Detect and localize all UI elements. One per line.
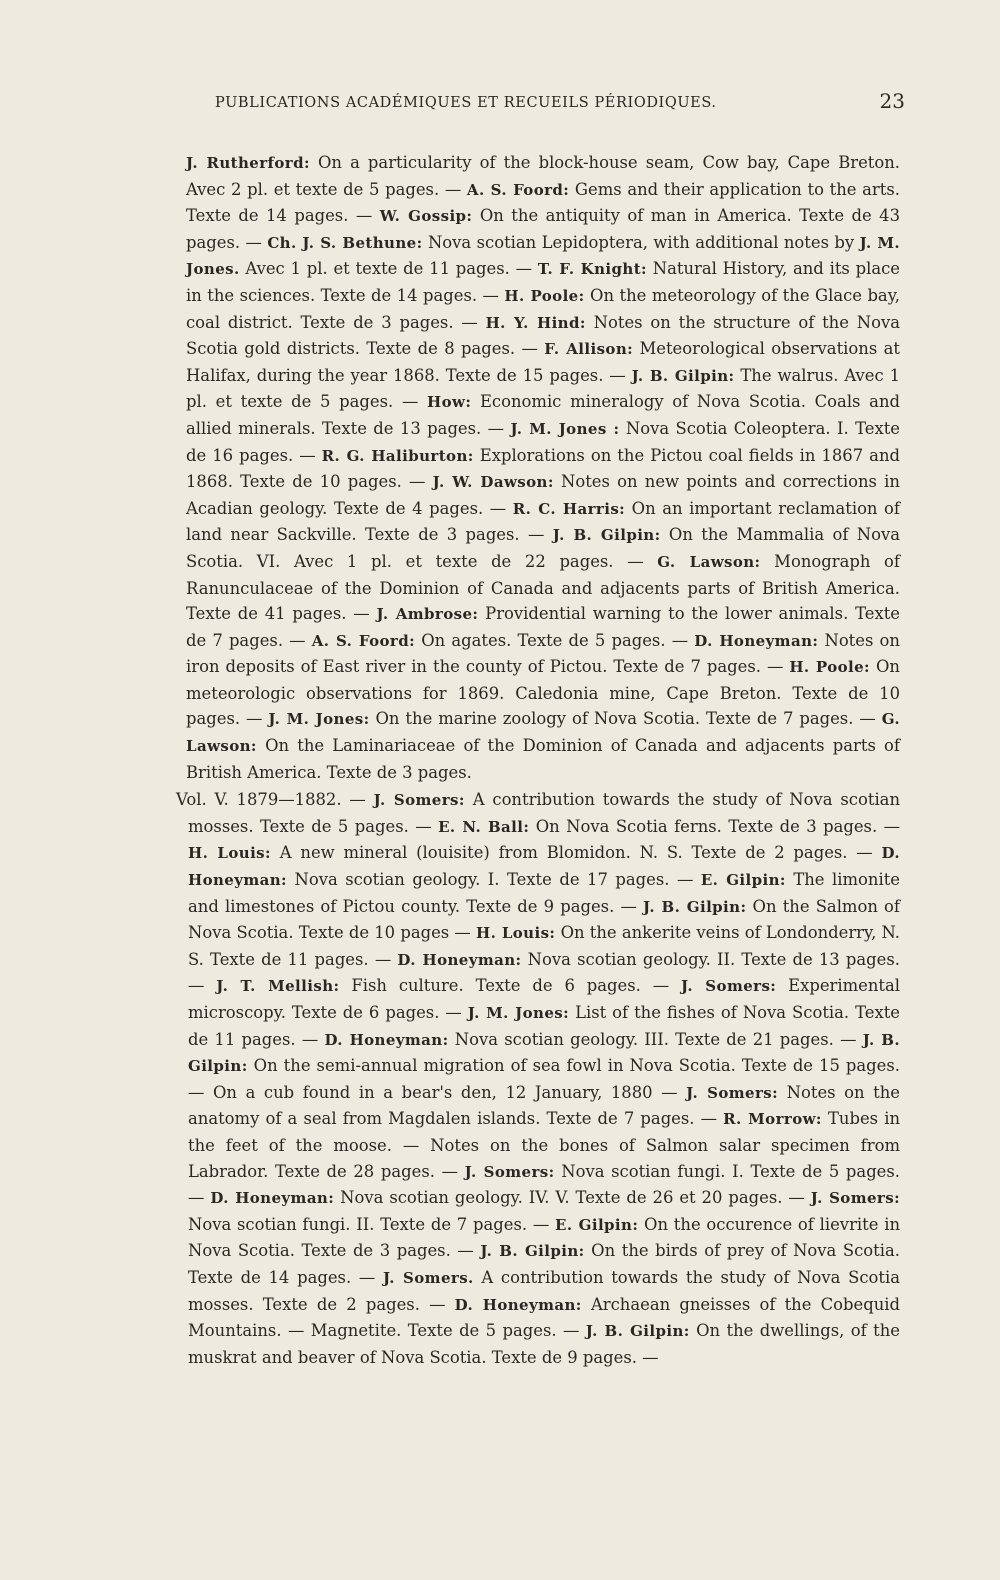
author-name: D. Honeyman:: [454, 1295, 582, 1314]
author-name: E. Gilpin:: [555, 1215, 639, 1234]
author-name: J. Somers:: [681, 977, 777, 996]
page-header: [215, 89, 905, 125]
entry-text: Natural History, and its place in the sciences. Texte de 14 pages. —: [186, 259, 901, 305]
entry-text: On the antiquity of man in America. Texte de 43 pages. —: [186, 206, 900, 252]
entry-text: A new mineral (louisite) from Blomidon. N. S. Texte de 2 pages. —: [270, 843, 882, 863]
author-name: J. Ambrose:: [376, 605, 479, 624]
entry-text: Nova scotian geology. IV. V. Texte de 26 et 20 pages. —: [334, 1188, 811, 1208]
paragraph-vol-v: [176, 787, 900, 1370]
author-name: D. Honeyman:: [694, 631, 819, 650]
entry-text: On the dwellings, of the muskrat and beaver of Nova Scotia. Texte de 9 pages. —: [188, 1321, 900, 1367]
entry-text: Meteorological observations at Halifax, during the year 1868. Texte de 15 pages. —: [186, 339, 900, 385]
entry-text: Notes on new points and corrections in Acadian geology. Texte de 4 pages. —: [186, 472, 900, 518]
author-name: J. B. Gilpin:: [188, 1030, 900, 1076]
author-name: E. N. Ball:: [438, 817, 530, 836]
author-name: R. Morrow:: [723, 1110, 822, 1129]
entry-text: On a particularity of the block-house seam, Cow bay, Cape Breton. Avec 2 pl. et texte de 5 pages. —: [186, 153, 901, 199]
entry-text: Providential warning to the lower animals. Texte de 7 pages. —: [186, 604, 900, 650]
entry-text: On Nova Scotia ferns. Texte de 3 pages. —: [529, 816, 900, 836]
running-title: PUBLICATIONS ACADÉMIQUES ET RECUEILS PÉRIODIQUES.: [215, 95, 717, 111]
author-name: J. B. Gilpin:: [585, 1322, 690, 1341]
entry-text: On the meteorology of the Glace bay, coal district. Texte de 3 pages. —: [186, 285, 900, 332]
entry-text: A contribution towards the study of Nova scotian mosses. Texte de 5 pages. —: [188, 790, 901, 836]
author-name: H. Poole:: [789, 658, 870, 677]
entry-text: On the marine zoology of Nova Scotia. Texte de 7 pages. —: [369, 709, 882, 729]
author-name: J. Rutherford:: [186, 154, 310, 172]
entry-text: Monograph of Ranunculaceae of the Dominion of Canada and adjacents parts of British America. Texte de 41 pages. —: [186, 551, 900, 624]
author-name: R. C. Harris:: [512, 499, 626, 518]
author-name: W. Gossip:: [379, 207, 473, 226]
entry-text: Experimental microscopy. Texte de 6 pages. —: [188, 976, 901, 1022]
entry-text: Archaean gneisses of the Cobequid Mountains. — Magnetite. Texte de 5 pages. —: [188, 1294, 900, 1341]
entry-text: Nova Scotia Coleoptera. I. Texte de 16 pages. —: [186, 418, 900, 465]
entry-text: On the Laminariaceae of the Dominion of Canada and adjacents parts of British America. Texte de 3 pages.: [186, 736, 900, 782]
author-name: J. Somers:: [464, 1162, 555, 1181]
entry-text: On meteorologic observations for 1869. Caledonia mine, Cape Breton. Texte de 10 pages. —: [186, 657, 900, 729]
entry-text: On the Mammalia of Nova Scotia. VI. Avec 1 pl. et texte de 22 pages. —: [186, 525, 901, 571]
entry-text: On the birds of prey of Nova Scotia. Texte de 14 pages. —: [188, 1241, 900, 1287]
entry-text: Economic mineralogy of Nova Scotia. Coals and allied minerals. Texte de 13 pages. —: [186, 392, 900, 438]
author-name: How:: [427, 393, 472, 412]
author-name: R. G. Haliburton:: [321, 446, 474, 465]
author-name: D. Honeyman:: [188, 844, 900, 890]
entry-text: On the Salmon of Nova Scotia. Texte de 10 pages —: [188, 896, 900, 943]
entry-text: On an important reclamation of land near Sackville. Texte de 3 pages. —: [186, 498, 900, 545]
entry-text: Nova scotian fungi. II. Texte de 7 pages. —: [188, 1214, 555, 1234]
author-name: J. B. Gilpin:: [642, 897, 747, 916]
entry-text: Nova scotian Lepidoptera, with additional notes by: [422, 232, 860, 252]
author-name: J. Somers:: [810, 1189, 901, 1208]
author-name: J. B. Gilpin:: [552, 526, 661, 545]
paragraph-vol-iv-continued: [176, 150, 900, 785]
entry-text: Notes on iron deposits of East river in the county of Pictou. Texte de 7 pages. —: [186, 630, 900, 677]
author-name: D. Honeyman:: [397, 950, 522, 969]
entry-text: Notes on the anatomy of a seal from Magdalen islands. Texte de 7 pages. —: [188, 1082, 901, 1129]
author-name: D. Honeyman:: [324, 1030, 449, 1049]
entry-text: Notes on the structure of the Nova Scotia gold districts. Texte de 8 pages. —: [186, 312, 900, 359]
author-name: J. M. Jones :: [510, 419, 620, 438]
author-name: J. T. Mellish:: [216, 977, 340, 996]
entry-text: On the occurence of lievrite in Nova Scotia. Texte de 3 pages. —: [188, 1214, 900, 1261]
author-name: F. Allison:: [544, 340, 634, 359]
page-number: 23: [879, 89, 905, 113]
author-name: A. S. Foord:: [466, 180, 570, 199]
entry-text: Nova scotian fungi. I. Texte de 5 pages. —: [188, 1161, 901, 1208]
entry-text: Gems and their application to the arts. Texte de 14 pages. —: [186, 179, 900, 226]
entry-text: The limonite and limestones of Pictou county. Texte de 9 pages. —: [188, 870, 900, 916]
entry-text: The walrus. Avec 1 pl. et texte de 5 pages. —: [186, 365, 901, 412]
entry-text: On the ankerite veins of Londonderry, N. S. Texte de 11 pages. —: [188, 923, 900, 969]
author-name: J. B. Gilpin:: [480, 1242, 585, 1261]
entry-text: Avec 1 pl. et texte de 11 pages. —: [239, 259, 538, 279]
author-name: J. Somers:: [686, 1083, 779, 1102]
author-name: E. Gilpin:: [700, 871, 786, 890]
author-name: H. Louis:: [188, 844, 271, 863]
author-name: G. Lawson:: [657, 552, 761, 571]
author-name: G. Lawson:: [186, 710, 900, 756]
author-name: J. M. Jones.: [186, 233, 901, 279]
entry-text: On agates. Texte de 5 pages. —: [415, 630, 695, 650]
entry-text: Tubes in the feet of the moose. — Notes on the bones of Salmon salar specimen from Labrador. Texte de 28 pages. —: [188, 1109, 901, 1181]
entry-text: Nova scotian geology. III. Texte de 21 pages. —: [448, 1029, 863, 1049]
entry-text: List of the fishes of Nova Scotia. Texte de 11 pages. —: [188, 1003, 901, 1049]
entry-text: Fish culture. Texte de 6 pages. —: [339, 976, 682, 996]
entry-text: Vol. V. 1879—1882. —: [176, 790, 374, 810]
entry-text: Nova scotian geology. I. Texte de 17 pages. —: [286, 870, 701, 890]
entry-text: A contribution towards the study of Nova Scotia mosses. Texte de 2 pages. —: [188, 1267, 900, 1314]
author-name: H. Poole:: [504, 286, 585, 305]
entry-text: On the semi-annual migration of sea fowl in Nova Scotia. Texte de 15 pages. — On a cub found in a bear's den, 12 January, 1880 —: [188, 1056, 900, 1102]
author-name: J. B. Gilpin:: [631, 366, 735, 385]
author-name: A. S. Foord:: [311, 631, 416, 650]
author-name: H. Louis:: [476, 924, 556, 943]
author-name: J. M. Jones:: [268, 710, 370, 729]
author-name: H. Y. Hind:: [485, 313, 586, 332]
author-name: T. F. Knight:: [537, 260, 647, 279]
entry-text: Nova scotian geology. II. Texte de 13 pages. —: [188, 949, 900, 996]
author-name: J. Somers.: [382, 1268, 474, 1287]
author-name: Ch. J. S. Bethune:: [267, 233, 423, 252]
page-body: [176, 150, 900, 1370]
author-name: J. M. Jones:: [467, 1004, 570, 1022]
entry-text: Explorations on the Pictou coal fields in 1867 and 1868. Texte de 10 pages. —: [186, 445, 900, 492]
author-name: D. Honeyman:: [210, 1189, 335, 1208]
author-name: J. Somers:: [373, 791, 465, 810]
author-name: J. W. Dawson:: [432, 473, 554, 492]
